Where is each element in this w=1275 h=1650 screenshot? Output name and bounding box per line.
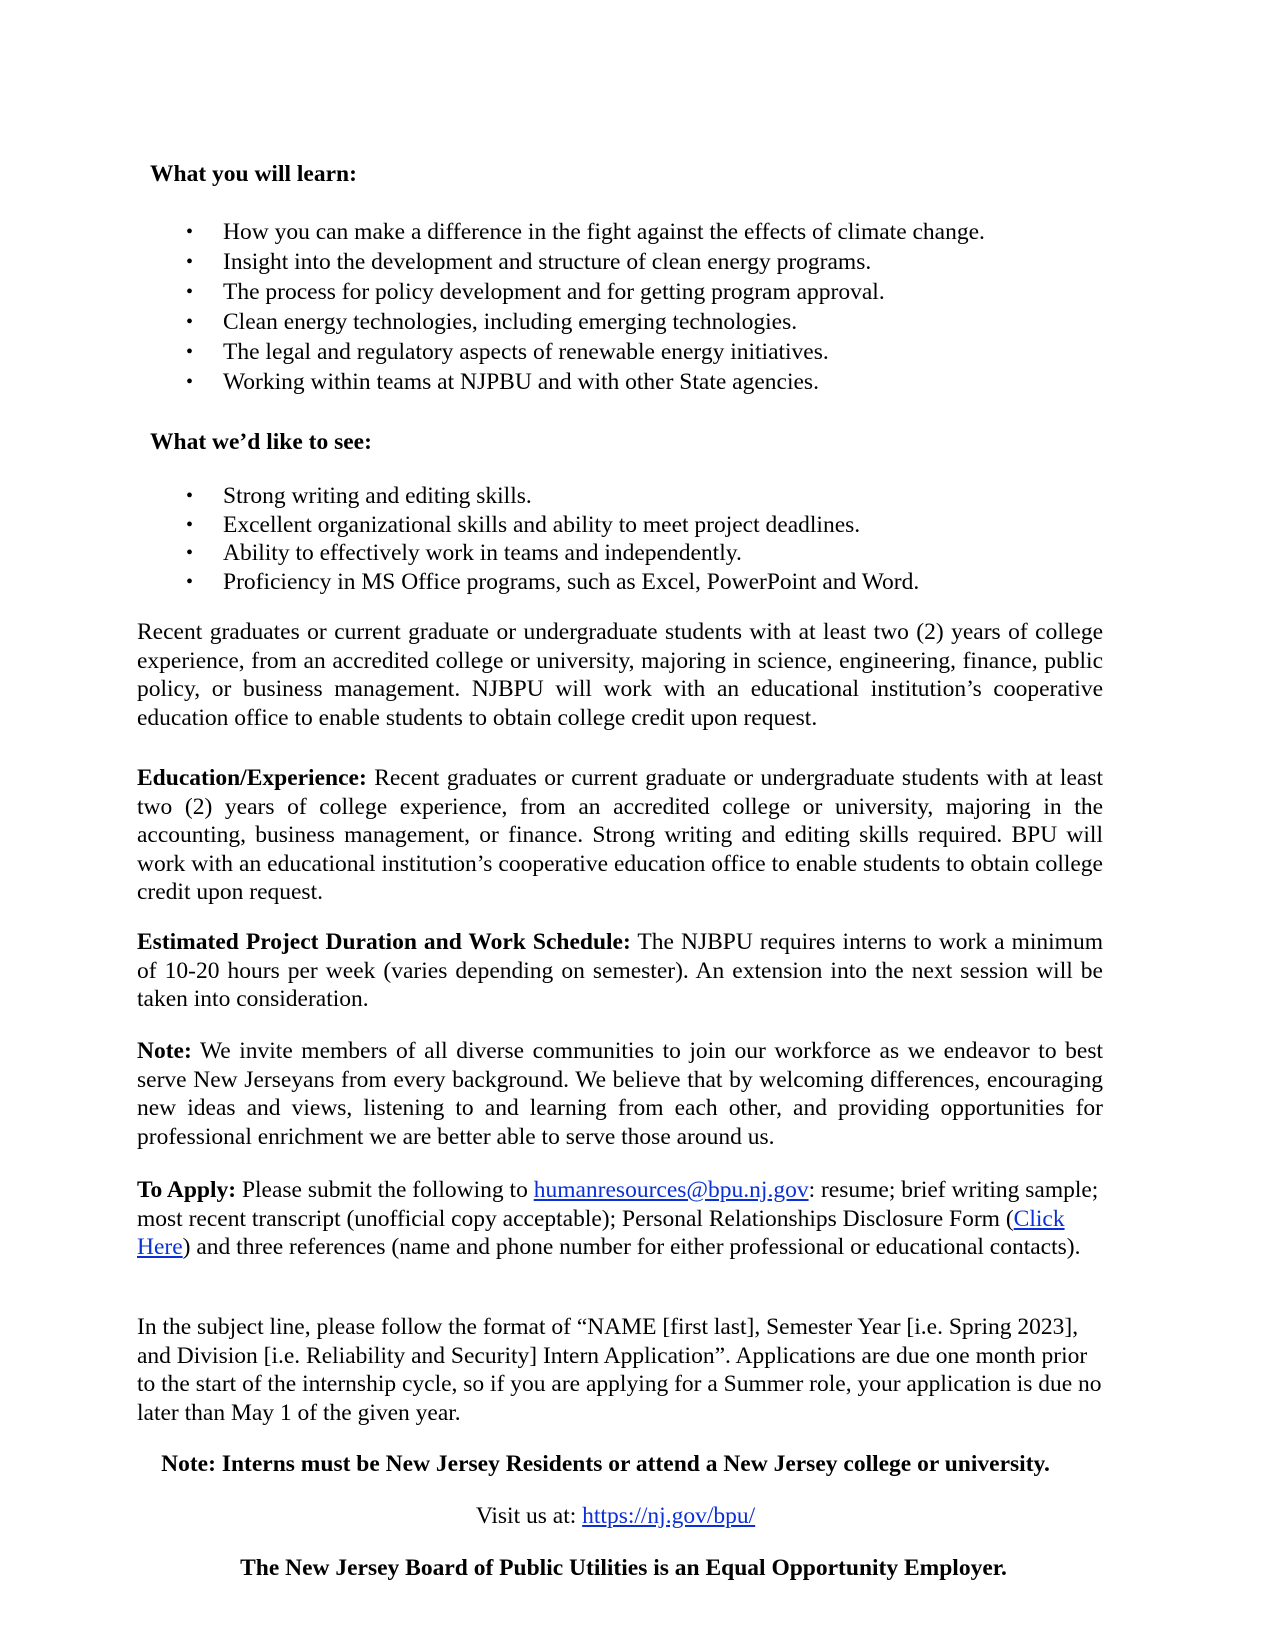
email-link[interactable]: humanresources@bpu.nj.gov (533, 1177, 809, 1203)
bullet-icon: • (186, 281, 194, 303)
list-item: • Working within teams at NJPBU and with other State agencies. (186, 369, 819, 395)
bullet-icon: • (186, 251, 194, 273)
bullet-icon: • (186, 221, 194, 243)
bullet-icon: • (186, 570, 194, 593)
apply-paragraph: To Apply: Please submit the following to humanresources@bpu.nj.gov: resume; brief writing sample; most recent transcript (unofficial copy acceptable); Personal Relationships Disclosure Form (Click Here) and three references (name and phone number for either professional or educational contacts). (137, 1177, 1099, 1260)
list-item: • The legal and regulatory aspects of renewable energy initiatives. (186, 339, 829, 365)
list-item: • Clean energy technologies, including emerging technologies. (186, 309, 798, 335)
website-link[interactable]: https://nj.gov/bpu/ (582, 1503, 756, 1529)
list-item: • How you can make a difference in the fight against the effects of climate change. (186, 219, 985, 245)
see-list (0, 482, 919, 596)
disclosure-form-link[interactable]: Click Here (137, 1205, 1065, 1260)
education-label: Education/Experience: (137, 765, 367, 791)
diversity-note-paragraph: Note: We invite members of all diverse communities to join our workforce as we endeavor to best serve New Jerseyans from every background. We believe that by welcoming differences, encouraging new ideas and views, listening to and learning from each other, and providing opportunities for professional enrichment we are better able to serve those around us. (137, 1038, 1103, 1150)
bullet-icon: • (186, 542, 194, 564)
residency-note: Note: Interns must be New Jersey Residents or attend a New Jersey college or university. (161, 1451, 1050, 1477)
diversity-note-label: Note: (137, 1038, 192, 1064)
bullet-icon: • (186, 311, 194, 333)
list-item: • Ability to effectively work in teams and independently. (186, 540, 742, 566)
duration-label: Estimated Project Duration and Work Schedule: (137, 929, 631, 955)
learn-list (0, 218, 985, 398)
education-paragraph: Education/Experience: Recent graduates or current graduate or undergraduate students with at least two (2) years of college experience, from an accredited college or university, majoring in the accounting, business management, or finance. Strong writing and editing skills required. BPU will work with an educational institution’s cooperative education office to enable students to obtain college credit upon request. (137, 765, 1103, 905)
bullet-icon: • (186, 513, 194, 536)
bullet-icon: • (186, 341, 194, 363)
list-item: • Insight into the development and structure of clean energy programs. (186, 249, 872, 275)
bullet-icon: • (186, 371, 194, 393)
list-item: • Proficiency in MS Office programs, such as Excel, PowerPoint and Word. (186, 568, 920, 595)
learn-heading: What you will learn: (150, 161, 357, 187)
intro-paragraph: Recent graduates or current graduate or undergraduate students with at least two (2) years of college experience, from an accredited college or university, majoring in science, engineering, finance, public policy, or business management. NJBPU will work with an educational institution’s cooperative education office to enable students to obtain college credit upon request. (137, 619, 1103, 731)
apply-label: To Apply: (137, 1177, 237, 1203)
list-item: • Excellent organizational skills and ability to meet project deadlines. (186, 511, 861, 538)
subject-line-paragraph: In the subject line, please follow the format of “NAME [first last], Semester Year [i.e. Spring 2023], and Division [i.e. Reliability and Security] Intern Application”. Applications are due one month prior to the start of the internship cycle, so if you are applying for a Summer role, your application is due no later than May 1 of the given year. (137, 1314, 1102, 1426)
visit-line: Visit us at: https://nj.gov/bpu/ (475, 1503, 756, 1529)
see-heading: What we’d like to see: (150, 429, 372, 455)
list-item: • Strong writing and editing skills. (186, 483, 532, 509)
bullet-icon: • (186, 485, 194, 507)
duration-paragraph: Estimated Project Duration and Work Schedule: The NJBPU requires interns to work a minimum of 10-20 hours per week (varies depending on semester). An extension into the next session will be taken into consideration. (137, 929, 1103, 1012)
equal-opportunity-statement: The New Jersey Board of Public Utilities is an Equal Opportunity Employer. (240, 1555, 1007, 1581)
list-item: • The process for policy development and for getting program approval. (186, 279, 885, 305)
